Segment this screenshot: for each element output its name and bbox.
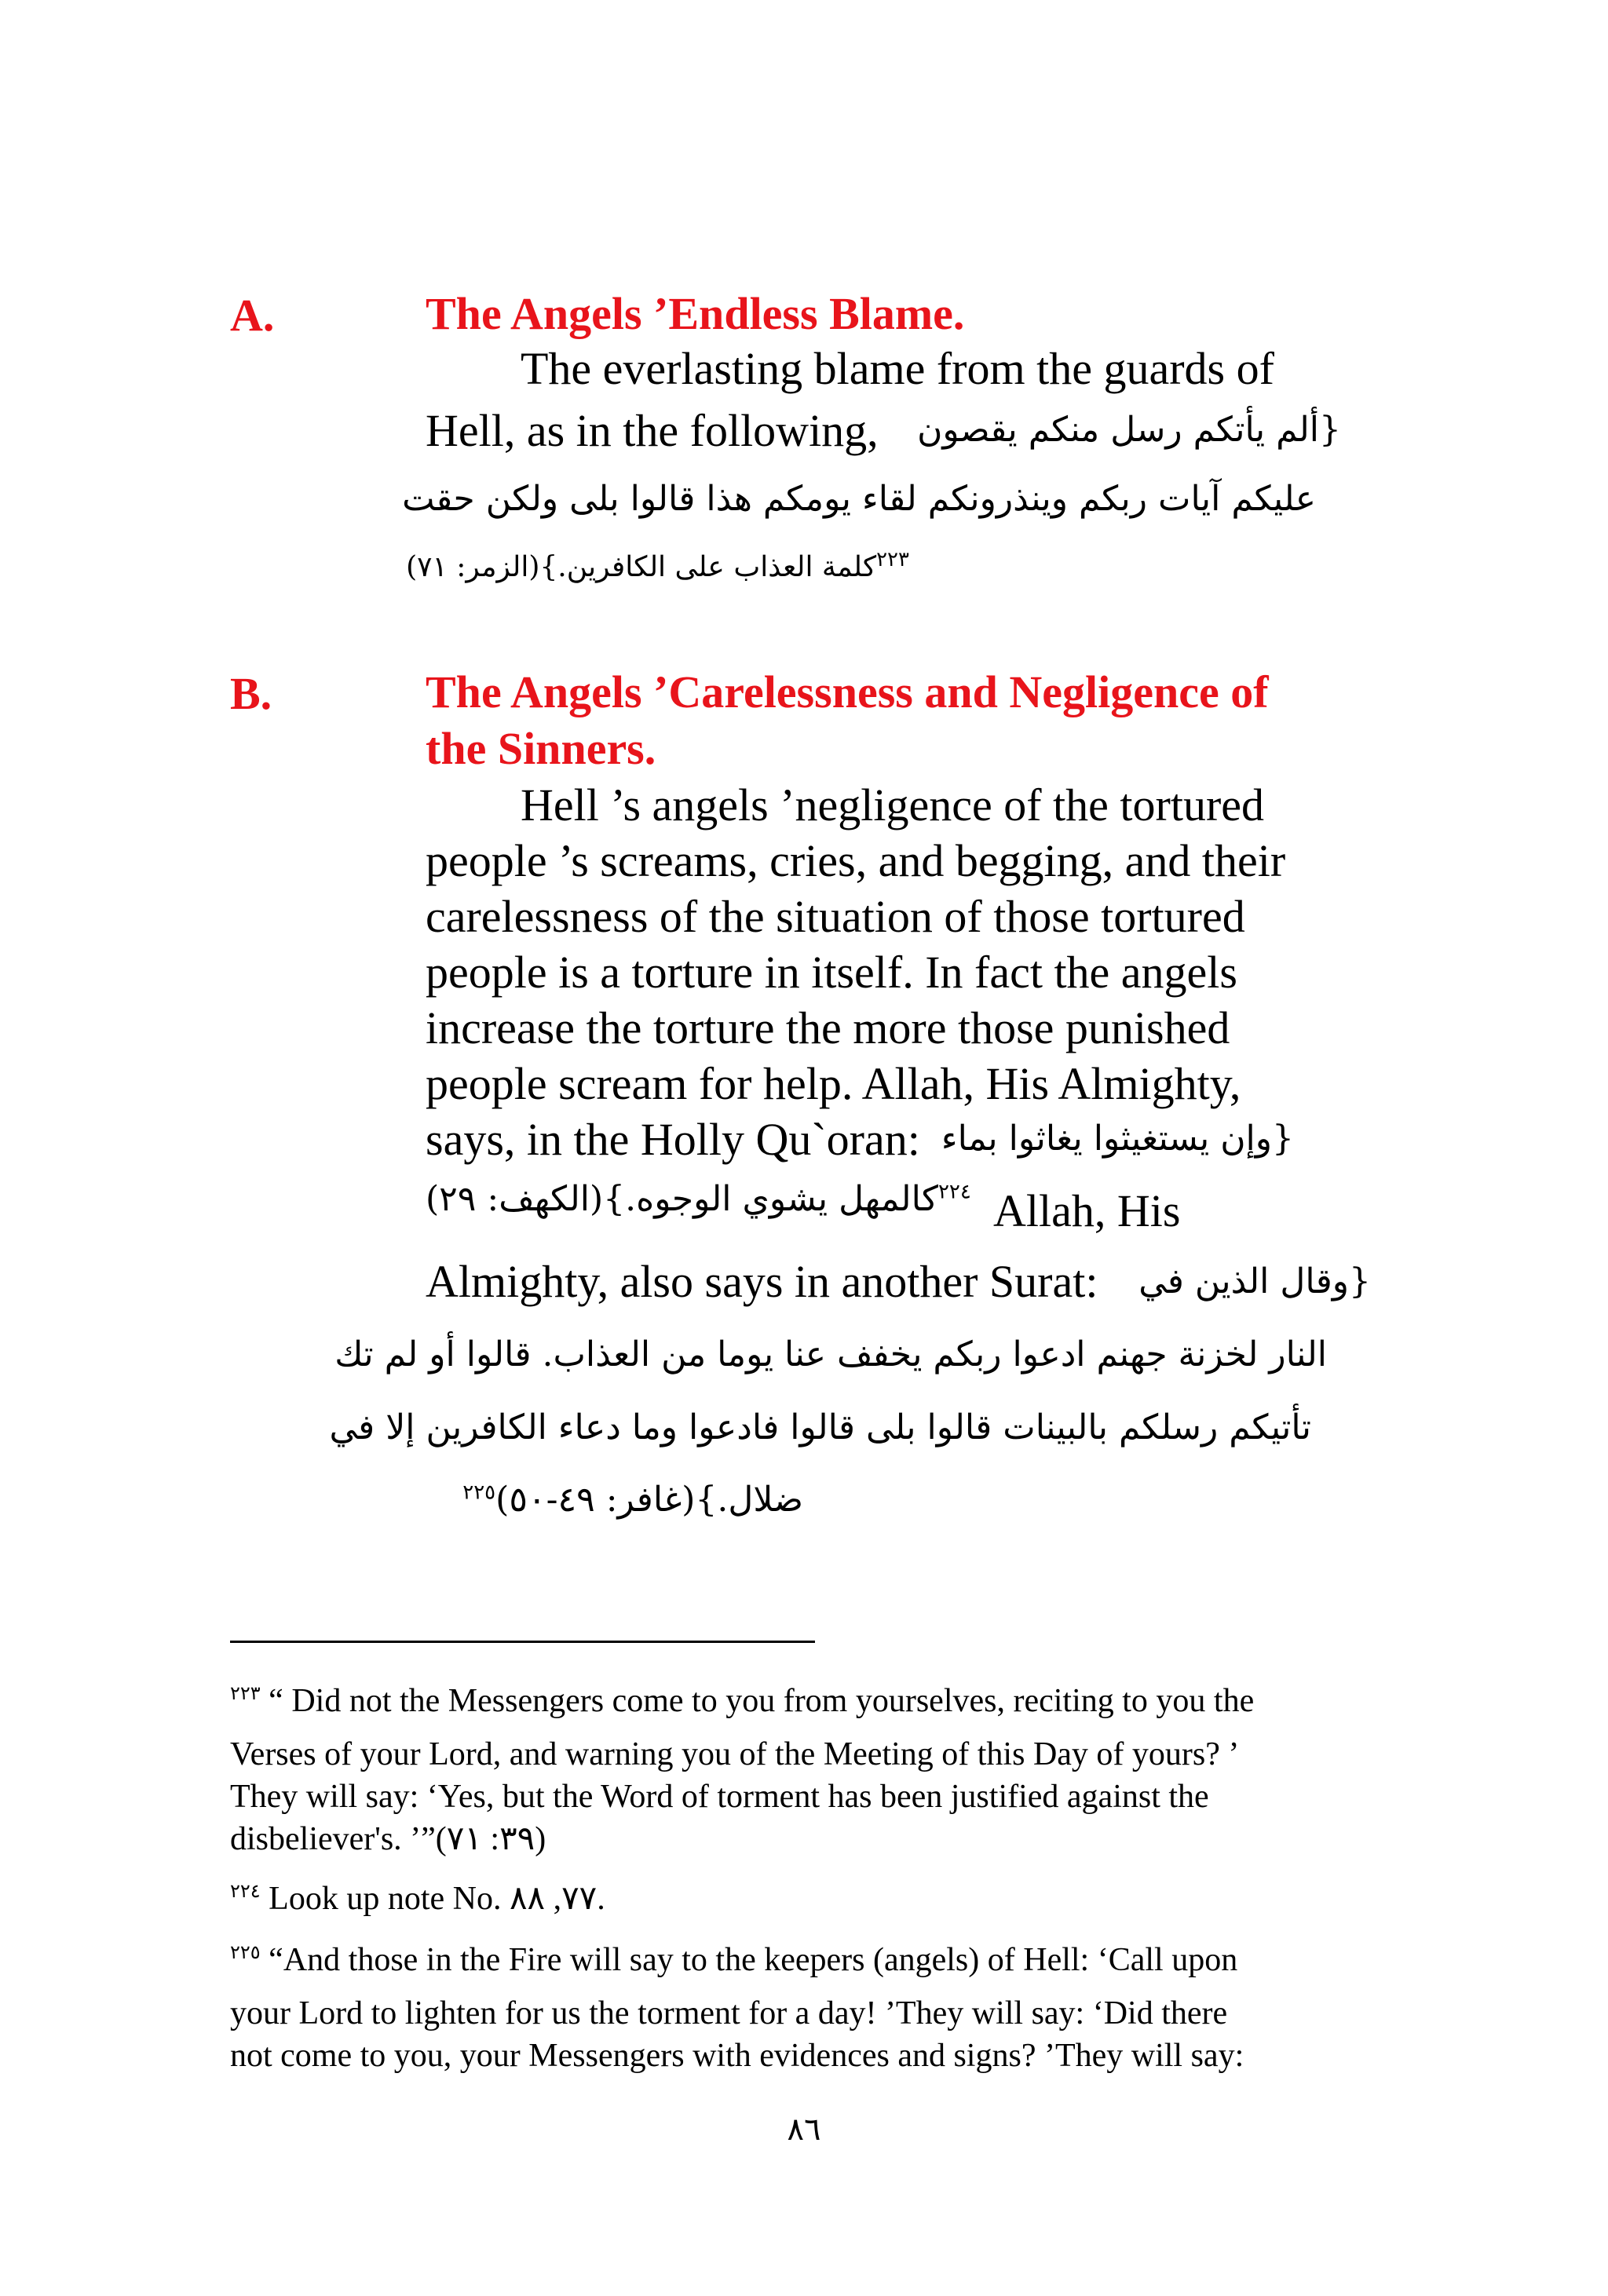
note-ref-223[interactable]: ٢٢٣ xyxy=(876,548,909,571)
section-b-arabic-kahf-2: $^{٢٢٤}$كالمهل يشوي الوجوه.}(الكهف: ٢٩) xyxy=(426,1179,971,1219)
section-a-line-1: The everlasting blame from the guards of xyxy=(521,343,1274,394)
footnote-line: Look up note No. ٧٧, ٨٨. xyxy=(269,1881,605,1917)
section-b-allah-his: Allah, His xyxy=(993,1185,1181,1236)
footnote-number: ٢٢٥ xyxy=(230,1941,261,1963)
footnote-line: They will say: ‘Yes, but the Word of torment has been justified against the xyxy=(230,1779,1209,1815)
section-b-marker: B. xyxy=(230,668,272,719)
section-b-arabic-ghafir-3: تأتيكم رسلكم بالبينات قالوا بلى قالوا فادعوا وما دعاء الكافرين إلا في xyxy=(329,1407,1311,1447)
section-b-arabic-ghafir-2: النار لخزنة جهنم ادعوا ربكم يخفف عنا يوما من العذاب. قالوا أو لم تك xyxy=(334,1334,1327,1374)
section-b-heading-line-2: the Sinners. xyxy=(426,723,656,774)
footnote-number: ٢٢٤ xyxy=(230,1880,261,1902)
section-b-almighty-line: Almighty, also says in another Surat: xyxy=(426,1256,1098,1307)
section-b-line-6: people scream for help. Allah, His Almighty, xyxy=(426,1058,1241,1109)
section-a-arabic-2: عليكم آيات ربكم وينذرونكم لقاء يومكم هذا قالوا بلى ولكن حقت xyxy=(402,479,1316,519)
footnote-line: “And those in the Fire will say to the keepers (angels) of Hell: ‘Call upon xyxy=(269,1942,1238,1978)
footnote-line: “ Did not the Messengers come to you from yourselves, reciting to you the xyxy=(269,1683,1255,1719)
section-b-line-2: people ’s screams, cries, and begging, and their xyxy=(426,835,1286,886)
section-b-line-4: people is a torture in itself. In fact the angels xyxy=(426,947,1237,998)
footnote-line: disbeliever's. ’”(٣٩: ٧١) xyxy=(230,1821,546,1857)
page-number: ٨٦ xyxy=(787,2112,821,2148)
footnote-line: your Lord to lighten for us the torment for a day! ’They will say: ‘Did there xyxy=(230,1995,1228,2031)
section-a-arabic-1: {ألم يأتكم رسل منكم يقصون xyxy=(917,410,1341,450)
section-b-heading-line-1: The Angels ’Carelessness and Negligence of xyxy=(426,666,1269,717)
section-b-arabic-ghafir-4: ضلال.}(غافر: ٤٩-٥٠)$^{٢٢٥}$ xyxy=(462,1480,803,1520)
section-b-line-3: carelessness of the situation of those tortured xyxy=(426,891,1245,942)
footnote-line: not come to you, your Messengers with evidences and signs? ’They will say: xyxy=(230,2038,1244,2074)
section-a-line-2: Hell, as in the following, xyxy=(426,405,879,456)
note-ref-224[interactable]: ٢٢٤ xyxy=(937,1180,971,1204)
footnote-224 xyxy=(230,1870,1384,1920)
footnote-line: Verses of your Lord, and warning you of the Meeting of this Day of yours? ’ xyxy=(230,1736,1240,1772)
section-a-heading: The Angels ’Endless Blame. xyxy=(426,288,965,339)
note-ref-225[interactable]: ٢٢٥ xyxy=(462,1480,496,1505)
section-b-arabic-ghafir-1: {وقال الذين في xyxy=(1138,1261,1371,1301)
section-b-arabic-kahf-1: {وإن يستغيثوا يغاثوا بماء xyxy=(941,1119,1294,1159)
footnote-225 xyxy=(230,1931,1384,2077)
footnote-separator xyxy=(230,1641,815,1643)
footnote-223 xyxy=(230,1672,1384,1860)
section-b-line-1: Hell ’s angels ’negligence of the tortured xyxy=(521,779,1265,830)
footnote-number: ٢٢٣ xyxy=(230,1682,261,1704)
section-a-arabic-3: $^{٢٢٣}$كلمة العذاب على الكافرين.}(الزمر: ٧١) xyxy=(406,548,909,583)
section-b-line-5: increase the torture the more those punished xyxy=(426,1002,1230,1053)
section-a-marker: A. xyxy=(230,290,275,341)
section-b-line-7: says, in the Holly Qu`oran: xyxy=(426,1114,920,1165)
